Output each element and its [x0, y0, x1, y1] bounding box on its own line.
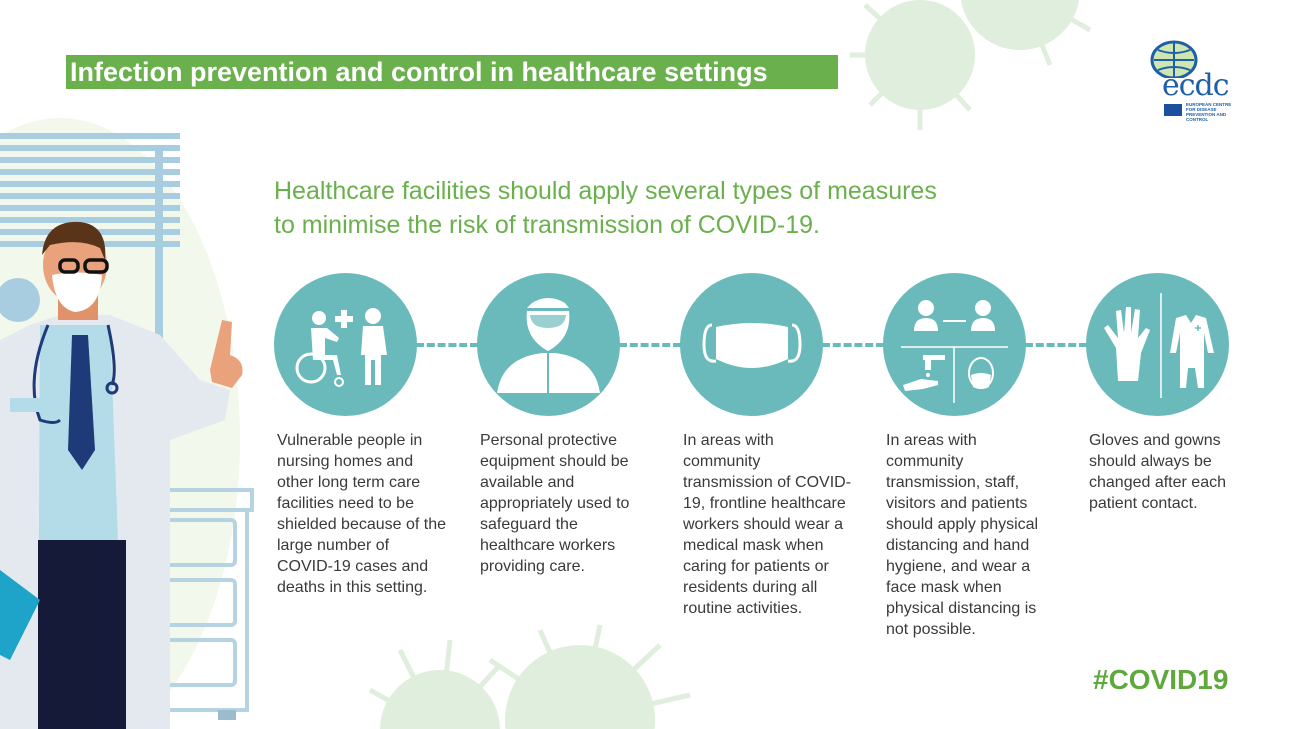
measure-2-circle — [477, 273, 620, 416]
page-title: Infection prevention and control in healthcare settings — [66, 55, 838, 89]
eu-flag-icon — [1164, 104, 1182, 116]
doctor-illustration — [0, 120, 270, 729]
connector-line — [416, 343, 478, 347]
gloves-gown-icon — [1086, 273, 1229, 416]
measure-4-circle — [883, 273, 1026, 416]
intro-line-2: to minimise the risk of transmission of COVID-19. — [274, 211, 820, 239]
measure-5-circle — [1086, 273, 1229, 416]
measure-1-circle — [274, 273, 417, 416]
ppe-suit-face-shield-icon — [477, 273, 620, 416]
ecdc-logo — [1144, 38, 1236, 120]
intro-line-1: Healthcare facilities should apply several types of measures — [274, 177, 937, 205]
connector-line — [1025, 343, 1087, 347]
measure-3-circle — [680, 273, 823, 416]
connector-line — [822, 343, 884, 347]
patient-wheelchair-doctor-icon — [291, 300, 401, 390]
measure-2-text: Personal protective equipment should be available and appropriately used to safeguard the healthcare workers providing care. — [480, 432, 630, 575]
medical-mask-icon — [702, 315, 802, 375]
ecdc-wordmark: ecdc — [1162, 68, 1229, 103]
measure-4-text: In areas with community transmission, staff, visitors and patients should apply physical distancing and hand hygiene, and wear a face mask when physical distancing is not possible. — [886, 432, 1039, 638]
measure-1-text: Vulnerable people in nursing homes and other long term care facilities need to be shielded because of the large number of COVID-19 cases and deaths in this setting. — [277, 432, 447, 596]
connector-line — [619, 343, 681, 347]
measure-5-text: Gloves and gowns should always be changed after each patient contact. — [1089, 432, 1226, 512]
distancing-handwash-mask-icon — [883, 273, 1026, 416]
virus-decoration-bottom-icon — [360, 620, 720, 729]
ecdc-full-name: EUROPEAN CENTRE FOR DISEASE PREVENTION AND CONTROL — [1186, 102, 1232, 122]
virus-decoration-top-icon — [850, 0, 1110, 160]
hashtag: #COVID19 — [1093, 664, 1229, 695]
measure-3-text: In areas with community transmission of COVID-19, frontline healthcare workers should wear a medical mask when caring for patients or residents during all routine activities. — [683, 432, 852, 617]
intro-text — [274, 174, 1034, 242]
